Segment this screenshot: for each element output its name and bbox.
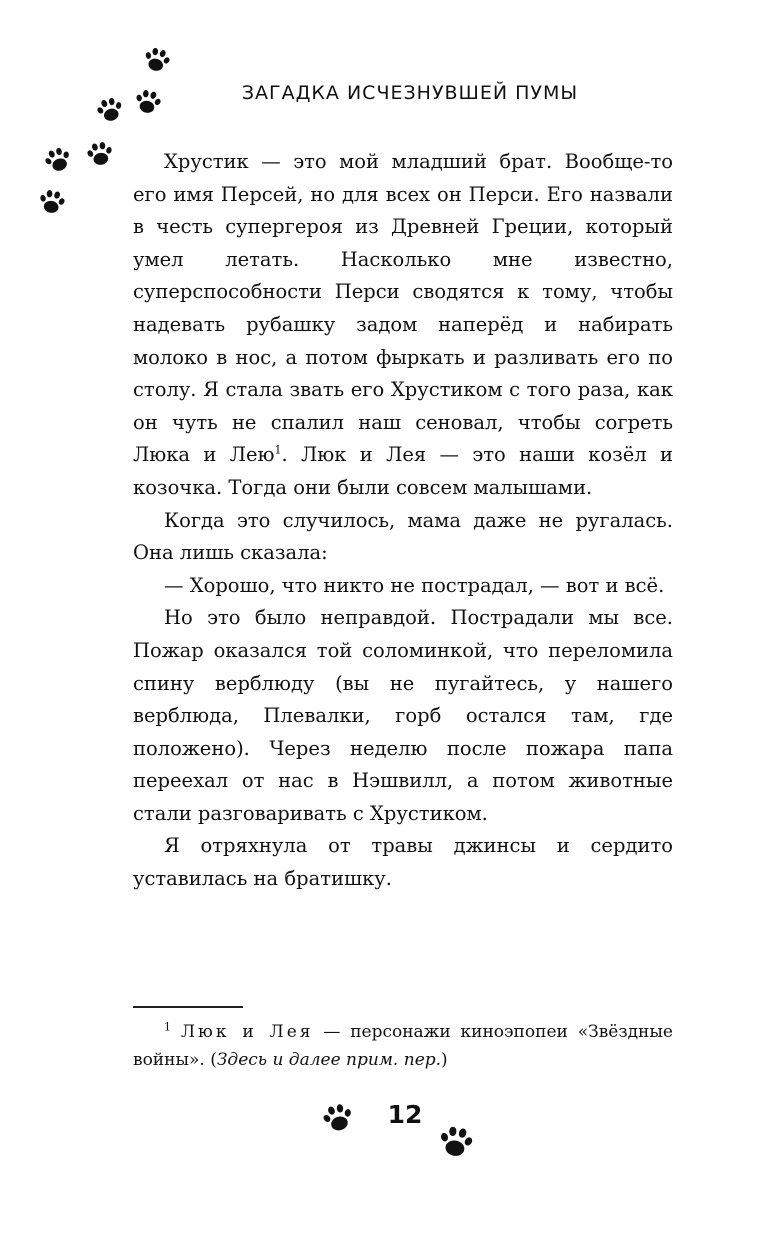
paragraph: Я отряхнула от травы джинсы и сердито уставилась на братишку.	[133, 834, 673, 891]
paw-print-icon	[44, 146, 72, 174]
running-title: ЗАГАДКА ИСЧЕЗНУВШЕЙ ПУМЫ	[241, 82, 579, 104]
footnote-reference[interactable]: 1	[274, 443, 282, 457]
page-number: 12	[387, 1100, 423, 1129]
paw-print-icon	[438, 1124, 474, 1160]
paw-print-icon	[322, 1102, 354, 1134]
footnote: $^1$ Люк и Лея — персонажи киноэпопеи «Звёздные войны». (Здесь и далее прим. пер.)	[133, 1020, 673, 1070]
paragraph: — Хорошо, что никто не пострадал, — вот и всё.	[164, 573, 665, 597]
footnote-marker: 1	[164, 1020, 171, 1034]
translator-note: Здесь и далее прим. пер.	[216, 1050, 442, 1070]
paw-print-icon	[96, 96, 124, 124]
footnote-divider	[133, 1006, 243, 1008]
footnote-names: Люк и Лея	[180, 1022, 314, 1042]
paw-print-icon	[38, 188, 66, 216]
paw-print-icon	[86, 140, 114, 168]
paw-print-icon	[134, 88, 162, 116]
paragraph: Хрустик — это мой младший брат. Вообще-то его имя Персей, но для всех он Перси. Его назвали в честь супергероя из Древней Греции, который умел летать. Насколько мне известно, суперспособности Перси сводятся к тому, чтобы надевать рубашку задом наперёд и набирать молоко в нос, а потом фыркать и разливать его по столу. Я стала звать его Хрустиком с того раза, как он чуть не спалил наш сеновал, чтобы согреть Люка и Лею$^1$. Люк и Лея — это наши козёл и козочка. Тогда они были совсем малышами.	[133, 150, 673, 499]
paw-print-icon	[143, 46, 171, 74]
body-text	[133, 146, 673, 896]
paragraph: Когда это случилось, мама даже не ругалась. Она лишь сказала:	[133, 508, 673, 565]
paragraph: Но это было неправдой. Пострадали мы все. Пожар оказался той соломинкой, что переломила спину верблюду (вы не пугайтесь, у нашего верблюда, Плевалки, горб остался там, где положено). Через неделю после пожара папа переехал от нас в Нэшвилл, а потом животные стали разговаривать с Хрустиком.	[133, 606, 673, 825]
